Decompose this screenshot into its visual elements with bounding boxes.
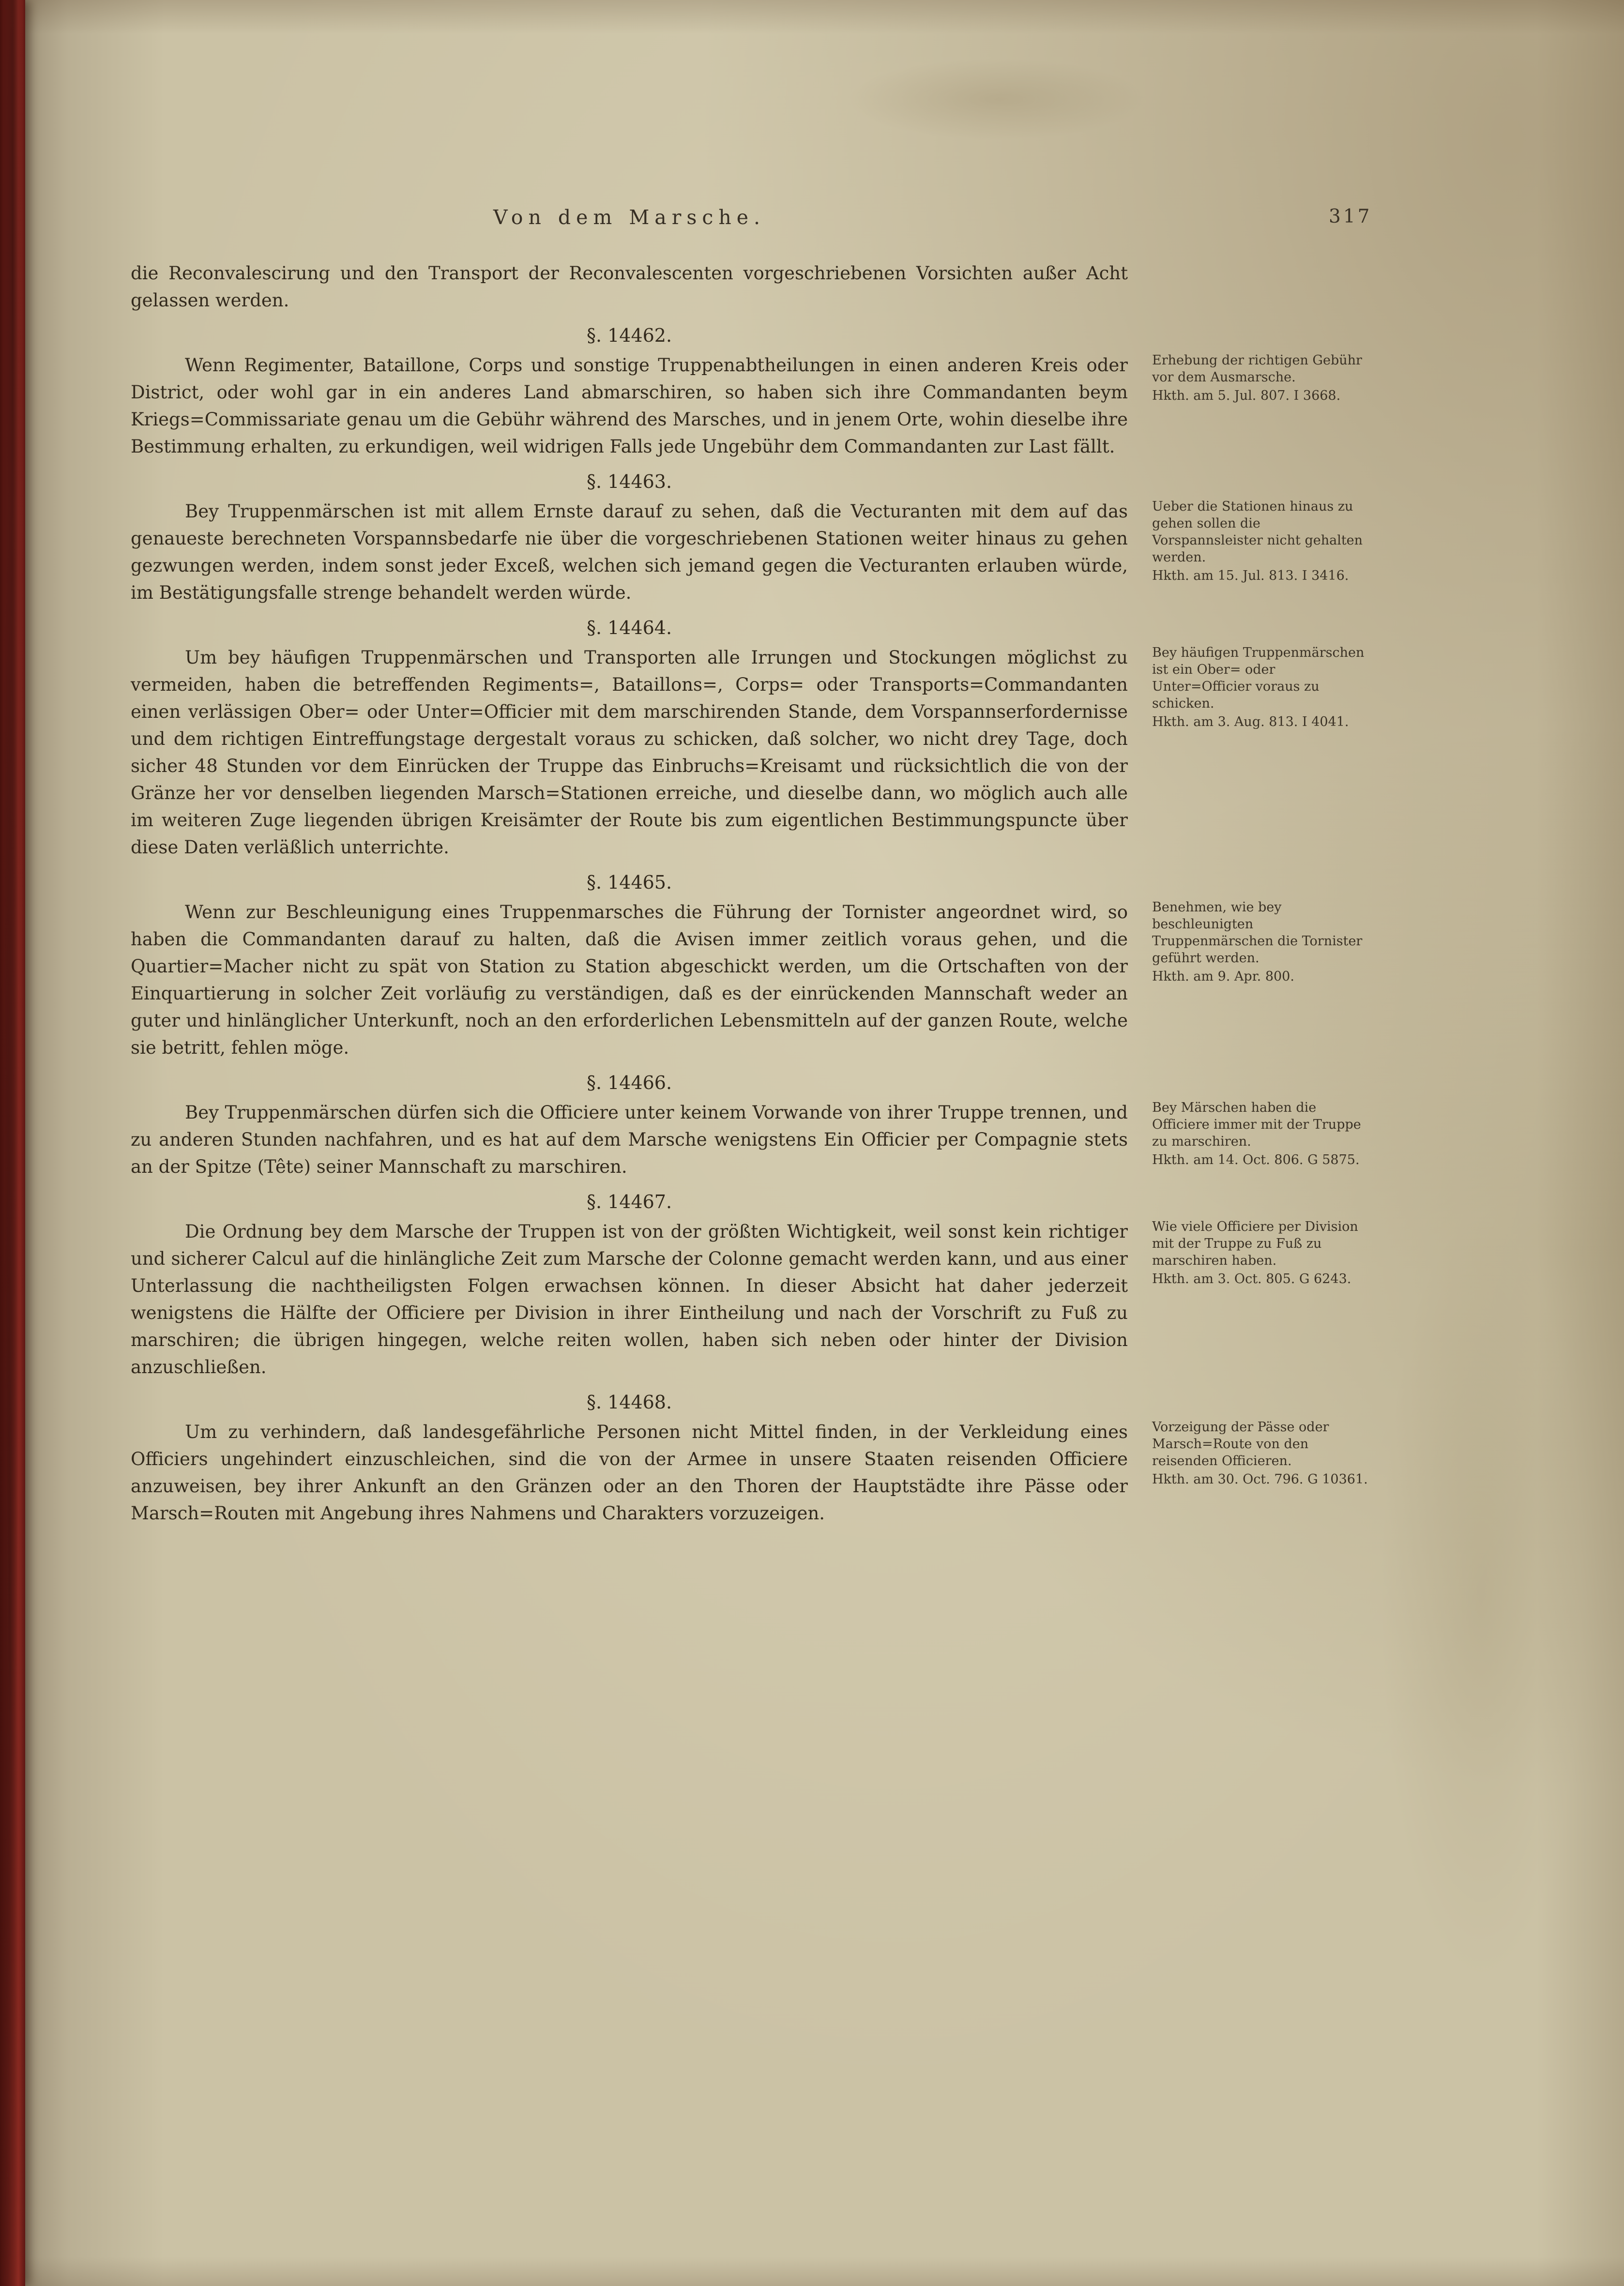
paper-stain xyxy=(1380,1210,1583,1984)
book-spine-edge xyxy=(0,0,25,2286)
section-heading: §. 14466. xyxy=(586,1072,672,1093)
section-body: Bey Truppenmärschen dürfen sich die Officiere unter keinem Vorwande von ihrer Truppe trennen, und zu anderen Stunden nachfahren, und es hat auf dem Marsche wenigstens Ein Officier per Compagnie stets an der Spitze (Tête) seiner Mannschaft zu marschiren. xyxy=(131,1102,1128,1177)
main-text-column xyxy=(131,606,1128,861)
margin-note: Ueber die Stationen hinaus zu gehen sollen die Vorspannsleister nicht gehalten werden. xyxy=(1152,499,1363,565)
margin-note-column xyxy=(1152,1381,1370,1488)
section-body: Um zu verhindern, daß landesgefährliche Personen nicht Mittel finden, in der Verkleidung eines Officiers ungehindert einzuschleichen, sind die von der Armee in unsere Staaten reisenden Officiere anzuweisen, bey ihrer Ankunft an den Gränzen oder an den Thoren der Hauptstädte ihre Pässe oder Marsch=Routen mit Angebung ihres Nahmens und Charakters vorzuzeigen. xyxy=(131,1422,1128,1524)
section-14467 xyxy=(131,1181,1370,1381)
section-body: Wenn zur Beschleunigung eines Truppenmarsches die Führung der Tornister angeordnet wird, so haben die Commandanten darauf zu halten, daß die Avisen immer zeitlich voraus gehen, und die Quartier=Macher nicht zu spät von Station zu Station abgeschickt werden, um die Ortschaften von der Einquartierung in solcher Zeit vorläufig zu verständigen, daß es der einrückenden Mannschaft weder an guter und hinlänglicher Unterkunft, noch an den erforderlichen Lebensmitteln auf der ganzen Route, welche sie betritt, fehlen möge. xyxy=(131,902,1128,1058)
margin-note-column xyxy=(1152,460,1370,584)
margin-citation: Hkth. am 3. Oct. 805. G 6243. xyxy=(1152,1272,1351,1287)
margin-citation: Hkth. am 30. Oct. 796. G 10361. xyxy=(1152,1472,1368,1487)
page-header xyxy=(0,0,1624,240)
running-header: Von dem Marsche. xyxy=(493,206,766,229)
section-body: Wenn Regimenter, Bataillone, Corps und sonstige Truppenabtheilungen in einen anderen Kreis oder District, oder wohl gar in ein anderes Land abmarschiren, so haben sich ihre Commandanten beym Kriegs=Commissariate genau um die Gebühr während des Marsches, und in jenem Orte, wohin dieselbe ihre Bestimmung erhalten, zu erkundigen, weil widrigen Falls jede Ungebühr dem Commandanten zur Last fällt. xyxy=(131,355,1128,457)
main-text-column xyxy=(131,314,1128,460)
section-body: Bey Truppenmärschen ist mit allem Ernste darauf zu sehen, daß die Vecturanten mit dem auf das genaueste berechneten Vorspannsbedarfe nie über die vorgeschriebenen Stationen weiter hinaus zu gehen gezwungen werden, indem sonst jeder Exceß, welchen sich jemand gegen die Vecturanten erlauben würde, im Bestätigungsfalle strenge behandelt werden würde. xyxy=(131,501,1128,603)
section-heading: §. 14467. xyxy=(586,1191,672,1212)
continuation-paragraph: die Reconvalescirung und den Transport der Reconvalescenten vorgeschriebenen Vorsichten außer Acht gelassen werden. xyxy=(131,263,1128,311)
margin-note: Vorzeigung der Pässe oder Marsch=Route von den reisenden Officieren. xyxy=(1152,1420,1329,1468)
margin-citation: Hkth. am 9. Apr. 800. xyxy=(1152,969,1294,984)
main-text-column xyxy=(131,1181,1128,1381)
section-14466 xyxy=(131,1061,1370,1181)
section-heading: §. 14468. xyxy=(586,1392,672,1413)
margin-note-column xyxy=(1152,314,1370,404)
section-heading: §. 14464. xyxy=(586,617,672,638)
margin-citation: Hkth. am 15. Jul. 813. I 3416. xyxy=(1152,568,1349,583)
main-text-column xyxy=(131,460,1128,606)
main-text-column xyxy=(131,260,1128,314)
section-body: Um bey häufigen Truppenmärschen und Transporten alle Irrungen und Stockungen möglichst zu vermeiden, haben die betreffenden Regiments=, Bataillons=, Corps= oder Transports=Commandanten einen verlässigen Ober= oder Unter=Officier mit dem marschirenden Stande, dem Vorspannserfordernisse und dem richtigen Eintreffungstage dergestalt voraus zu schicken, daß solcher, wo nicht drey Tage, doch sicher 48 Stunden vor dem Einrücken der Truppe das Einbruchs=Kreisamt und rücksichtlich die von der Gränze her vor denselben liegenden Marsch=Stationen erreiche, und dieselbe dann, wo möglich auch alle im weiteren Zuge liegenden übrigen Kreisämter der Route bis zum eigentlichen Bestimmungspuncte über diese Daten verläßlich unterrichte. xyxy=(131,647,1128,858)
main-text-column xyxy=(131,1381,1128,1527)
margin-note-column xyxy=(1152,606,1370,730)
page-number: 317 xyxy=(1329,206,1372,227)
margin-note: Wie viele Officiere per Division mit der Truppe zu Fuß zu marschiren haben. xyxy=(1152,1219,1358,1268)
section-body: Die Ordnung bey dem Marsche der Truppen ist von der größten Wichtigkeit, weil sonst kein richtiger und sicherer Calcul auf die hinlängliche Zeit zum Marsche der Colonne gemacht werden kann, und aus einer Unterlassung die nachtheiligsten Folgen erwachsen können. In dieser Absicht hat daher jederzeit wenigstens die Hälfte der Officiere per Division in ihrer Eintheilung und nach der Vorschrift zu Fuß zu marschiren; die übrigen hingegen, welche reiten wollen, haben sich neben oder hinter der Division anzuschließen. xyxy=(131,1221,1128,1378)
margin-citation: Hkth. am 14. Oct. 806. G 5875. xyxy=(1152,1152,1360,1167)
section-14462 xyxy=(131,314,1370,460)
margin-note-column xyxy=(1152,1061,1370,1168)
section-14464 xyxy=(131,606,1370,861)
main-text-column xyxy=(131,861,1128,1061)
main-text-column xyxy=(131,1061,1128,1181)
margin-note: Bey Märschen haben die Officiere immer mit der Truppe zu marschiren. xyxy=(1152,1100,1361,1149)
margin-note: Benehmen, wie bey beschleunigten Truppenmärschen die Tornister geführt werden. xyxy=(1152,900,1363,966)
margin-note: Erhebung der richtigen Gebühr vor dem Ausmarsche. xyxy=(1152,353,1362,385)
margin-note-column xyxy=(1152,861,1370,985)
section-14463 xyxy=(131,460,1370,606)
section-heading: §. 14463. xyxy=(586,471,672,492)
section-14468 xyxy=(131,1381,1370,1527)
margin-citation: Hkth. am 3. Aug. 813. I 4041. xyxy=(1152,714,1349,729)
section-heading: §. 14465. xyxy=(586,872,672,893)
margin-citation: Hkth. am 5. Jul. 807. I 3668. xyxy=(1152,388,1341,403)
margin-note-column xyxy=(1152,1181,1370,1287)
section-heading: §. 14462. xyxy=(586,325,672,346)
page-content xyxy=(131,260,1370,1527)
section-14465 xyxy=(131,861,1370,1061)
margin-note: Bey häufigen Truppenmärschen ist ein Ober= oder Unter=Officier voraus zu schicken. xyxy=(1152,645,1365,711)
continuation-paragraph-row xyxy=(131,260,1370,314)
